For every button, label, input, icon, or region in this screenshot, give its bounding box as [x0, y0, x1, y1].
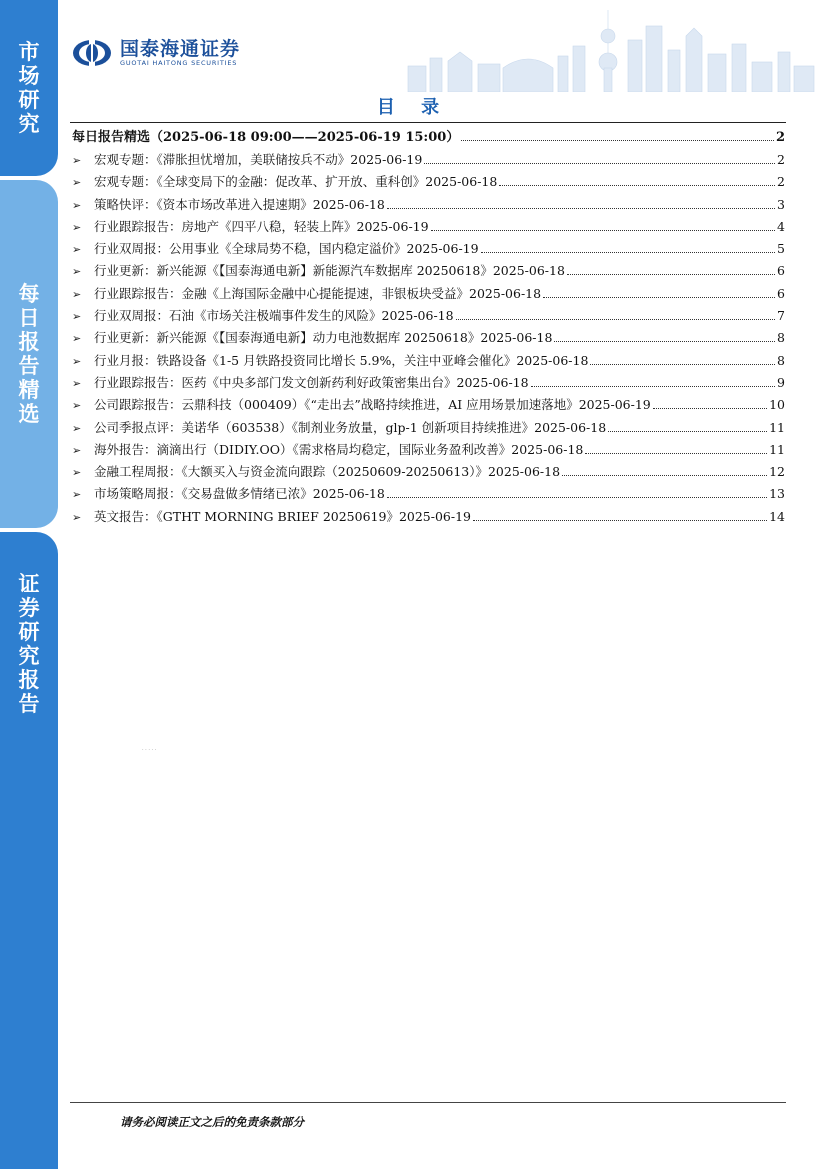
- arrow-bullet-icon: ➢: [72, 421, 82, 435]
- title-divider: [70, 122, 786, 123]
- toc-page-number: 8: [777, 352, 785, 368]
- arrow-bullet-icon: ➢: [72, 243, 82, 257]
- toc-page-number: 6: [777, 263, 785, 279]
- arrow-bullet-icon: ➢: [72, 220, 82, 234]
- toc-page-number: 2: [775, 130, 785, 145]
- toc-entry-text: 行业跟踪报告：金融《上海国际金融中心提能提速，非银板块受益》2025-06-18: [94, 285, 542, 301]
- toc-entry[interactable]: [72, 238, 785, 260]
- toc-page-number: 12: [769, 464, 785, 480]
- toc-page-number: 11: [769, 441, 785, 457]
- toc-entry-text: 行业更新：新兴能源《【国泰海通电新】新能源汽车数据库 20250618》2025-06-18: [94, 263, 565, 279]
- sidebar-char: 每: [18, 282, 40, 306]
- toc-page-number: 5: [777, 241, 785, 257]
- toc-entry-text: 宏观专题：《滞胀担忧增加，美联储按兵不动》2025-06-19: [94, 152, 423, 167]
- page-mark: . . . . .: [142, 746, 157, 752]
- sidebar-tab-securities-research[interactable]: [0, 532, 58, 1169]
- dot-leader: [481, 243, 775, 253]
- toc-page-number: 4: [777, 218, 785, 234]
- toc-page-number: 6: [777, 285, 785, 301]
- toc-entry[interactable]: [72, 350, 785, 372]
- toc-entry[interactable]: [72, 394, 785, 416]
- toc-page-number: 14: [769, 508, 785, 524]
- toc-page-number: 7: [777, 308, 785, 324]
- sidebar-char: 市: [18, 40, 40, 64]
- toc-page-number: 13: [769, 486, 785, 502]
- dot-leader: [585, 444, 767, 454]
- toc-entry[interactable]: [72, 305, 785, 327]
- dot-leader: [473, 511, 767, 521]
- footer-disclaimer: 请务必阅读正文之后的免责条款部分: [120, 1115, 304, 1129]
- sidebar-tab-market-research[interactable]: [0, 0, 58, 176]
- arrow-bullet-icon: ➢: [72, 198, 82, 212]
- toc-page-number: 8: [777, 330, 785, 346]
- arrow-bullet-icon: ➢: [72, 154, 82, 167]
- toc-entry[interactable]: [72, 283, 785, 305]
- toc-entry-text: 海外报告：滴滴出行（DIDIY.OO）《需求格局均稳定，国际业务盈利改善》2025-06-18: [94, 441, 584, 457]
- toc-main-entry[interactable]: [72, 127, 785, 149]
- arrow-bullet-icon: ➢: [72, 310, 82, 324]
- toc-page-number: 2: [777, 174, 785, 190]
- dot-leader: [531, 377, 775, 387]
- arrow-bullet-icon: ➢: [72, 354, 82, 368]
- dot-leader: [554, 332, 775, 342]
- toc-entry-text: 金融工程周报：《大额买入与资金流向跟踪（20250609-20250613）》2025-06-18: [94, 464, 561, 480]
- toc-page-number: 10: [769, 397, 785, 413]
- arrow-bullet-icon: ➢: [72, 265, 82, 279]
- arrow-bullet-icon: ➢: [72, 443, 82, 457]
- table-of-contents: [72, 127, 785, 528]
- dot-leader: [567, 265, 775, 275]
- dot-leader: [653, 399, 767, 409]
- sidebar-char: 报: [18, 330, 40, 354]
- toc-entry-text: 行业更新：新兴能源《【国泰海通电新】动力电池数据库 20250618》2025-06-18: [94, 330, 553, 346]
- toc-entry[interactable]: [72, 439, 785, 461]
- dot-leader: [562, 466, 767, 476]
- dot-leader: [431, 221, 775, 231]
- sidebar-char: 研: [18, 88, 40, 112]
- logo-text-en: GUOTAI HAITONG SECURITIES: [120, 58, 238, 67]
- sidebar-char: 选: [18, 402, 40, 426]
- sidebar-char: 精: [18, 378, 40, 402]
- arrow-bullet-icon: ➢: [72, 176, 82, 190]
- toc-entry-text: 公司跟踪报告：云鼎科技（000409）《“走出去”战略持续推进，AI 应用场景加速落地》2025-06-19: [94, 397, 651, 413]
- toc-entry-text: 每日报告精选（2025-06-18 09:00——2025-06-19 15:00）: [72, 130, 460, 145]
- logo-mark-icon: [72, 38, 112, 68]
- dot-leader: [387, 199, 775, 209]
- sidebar-char: 券: [18, 596, 40, 620]
- toc-page-number: 2: [777, 152, 785, 167]
- arrow-bullet-icon: ➢: [72, 488, 82, 502]
- toc-entry-text: 公司季报点评：美诺华（603538）《制剂业务放量，glp-1 创新项目持续推进》2025-06-18: [94, 419, 607, 435]
- toc-entry[interactable]: [72, 506, 785, 528]
- dot-leader: [608, 422, 767, 432]
- toc-entry-text: 行业跟踪报告：房地产《四平八稳，轻装上阵》2025-06-19: [94, 218, 429, 234]
- arrow-bullet-icon: ➢: [72, 287, 82, 301]
- sidebar-char: 场: [18, 64, 40, 88]
- arrow-bullet-icon: ➢: [72, 376, 82, 390]
- toc-page-number: 3: [777, 196, 785, 212]
- toc-entry[interactable]: [72, 327, 785, 349]
- dot-leader: [499, 176, 775, 186]
- toc-entry-text: 行业双周报：石油《市场关注极端事件发生的风险》2025-06-18: [94, 308, 454, 324]
- toc-entry-text: 策略快评：《资本市场改革进入提速期》2025-06-18: [94, 196, 385, 212]
- toc-entry-text: 行业跟踪报告：医药《中央多部门发文创新药利好政策密集出台》2025-06-18: [94, 374, 529, 390]
- toc-title: 目 录: [376, 97, 450, 118]
- dot-leader: [461, 131, 774, 141]
- toc-entry[interactable]: [72, 483, 785, 505]
- toc-entry[interactable]: [72, 194, 785, 216]
- arrow-bullet-icon: ➢: [72, 510, 82, 524]
- company-logo: [72, 38, 240, 68]
- dot-leader: [543, 288, 775, 298]
- toc-entry[interactable]: [72, 417, 785, 439]
- sidebar-char: 证: [18, 572, 40, 596]
- dot-leader: [387, 488, 767, 498]
- arrow-bullet-icon: ➢: [72, 332, 82, 346]
- dot-leader: [590, 355, 775, 365]
- toc-page-number: 9: [777, 374, 785, 390]
- toc-entry[interactable]: [72, 216, 785, 238]
- toc-entry[interactable]: [72, 149, 785, 171]
- city-skyline-illustration: [388, 6, 818, 92]
- page-header: [58, 0, 826, 92]
- footer-divider: [70, 1102, 786, 1103]
- toc-entry-list: [72, 149, 785, 528]
- sidebar: [0, 0, 58, 1169]
- sidebar-char: 告: [18, 692, 40, 716]
- sidebar-char: 究: [18, 644, 40, 668]
- toc-entry[interactable]: [72, 372, 785, 394]
- sidebar-char: 告: [18, 354, 40, 378]
- sidebar-char: 报: [18, 668, 40, 692]
- dot-leader: [424, 154, 775, 164]
- toc-entry[interactable]: [72, 260, 785, 282]
- toc-entry[interactable]: [72, 171, 785, 193]
- arrow-bullet-icon: ➢: [72, 466, 82, 480]
- sidebar-char: 日: [18, 306, 40, 330]
- logo-text-cn: 国泰海通证券: [120, 37, 241, 60]
- sidebar-tab-daily-selection[interactable]: [0, 180, 58, 528]
- toc-entry-text: 行业月报：铁路设备《1-5 月铁路投资同比增长 5.9%，关注中亚峰会催化》2025-06-18: [94, 352, 589, 368]
- toc-entry-text: 英文报告：《GTHT MORNING BRIEF 20250619》2025-06-19: [94, 508, 472, 524]
- dot-leader: [456, 310, 775, 320]
- toc-entry-text: 行业双周报：公用事业《全球局势不稳，国内稳定溢价》2025-06-19: [94, 241, 479, 257]
- toc-entry-text: 宏观专题：《全球变局下的金融：促改革、扩开放、重科创》2025-06-18: [94, 174, 498, 190]
- arrow-bullet-icon: ➢: [72, 399, 82, 413]
- toc-entry-text: 市场策略周报：《交易盘做多情绪已浓》2025-06-18: [94, 486, 385, 502]
- toc-page-number: 11: [769, 419, 785, 435]
- sidebar-char: 究: [18, 112, 40, 136]
- toc-entry[interactable]: [72, 461, 785, 483]
- sidebar-char: 研: [18, 620, 40, 644]
